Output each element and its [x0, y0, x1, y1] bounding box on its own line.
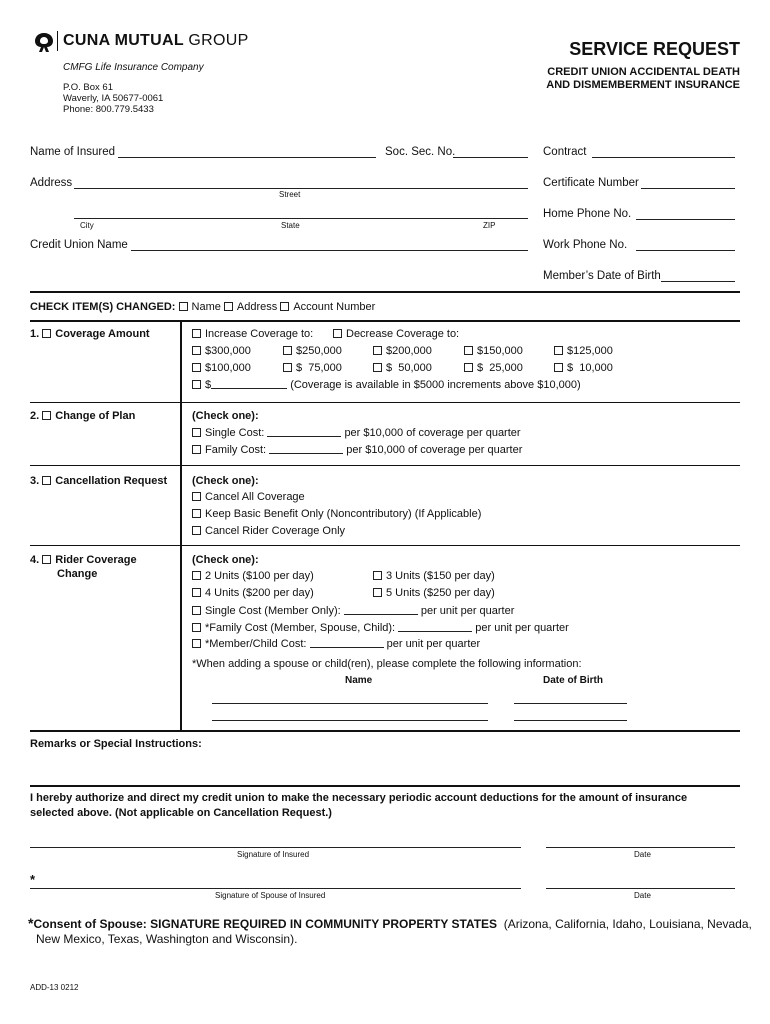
name-of-insured-field[interactable]: [118, 157, 376, 158]
authorization-text-line1: I hereby authorize and direct my credit union to make the necessary periodic account deductions for the amount of insurance: [30, 792, 688, 804]
coverage-option[interactable]: $150,000: [464, 345, 523, 357]
page-title: SERVICE REQUEST: [569, 39, 740, 59]
section-divider: [30, 785, 740, 787]
name-column-header: Name: [345, 675, 373, 686]
family-cost-option[interactable]: Family Cost: per $10,000 of coverage per quarter: [192, 443, 522, 456]
certificate-number-field[interactable]: [641, 188, 735, 189]
checkbox[interactable]: [192, 346, 201, 355]
section-divider: [30, 730, 740, 732]
checkbox[interactable]: [192, 492, 201, 501]
keep-basic-benefit-option[interactable]: Keep Basic Benefit Only (Noncontributory) (If Applicable): [192, 508, 481, 520]
dependent-name-field[interactable]: [212, 720, 488, 721]
check-one-label: (Check one):: [192, 475, 259, 487]
checkbox[interactable]: [554, 363, 563, 372]
authorization-text-line2: selected above. (Not applicable on Cancellation Request.): [30, 807, 332, 819]
checkbox[interactable]: [192, 571, 201, 580]
checkbox[interactable]: [179, 302, 188, 311]
member-dob-label: Member’s Date of Birth: [543, 270, 661, 282]
insured-signature-field[interactable]: [30, 847, 521, 848]
coverage-amount-heading[interactable]: 1. Coverage Amount: [30, 328, 150, 340]
cancel-rider-coverage-option[interactable]: Cancel Rider Coverage Only: [192, 525, 345, 537]
checkbox[interactable]: [192, 526, 201, 535]
section-divider: [30, 320, 740, 322]
cuna-logo-icon: [32, 31, 56, 53]
checkbox[interactable]: [554, 346, 563, 355]
single-cost-field[interactable]: [267, 426, 341, 437]
check-one-label: (Check one):: [192, 410, 259, 422]
check-items-row: [30, 301, 375, 313]
coverage-option[interactable]: $125,000: [554, 345, 613, 357]
rider-child-cost-option[interactable]: *Member/Child Cost: per unit per quarter: [192, 637, 480, 650]
rider-child-cost-field[interactable]: [310, 637, 384, 648]
checkbox[interactable]: [283, 363, 292, 372]
zip-caption: ZIP: [483, 221, 496, 230]
rider-units-option[interactable]: 3 Units ($150 per day): [373, 570, 495, 582]
rider-single-cost-field[interactable]: [344, 604, 418, 615]
checkbox[interactable]: [192, 363, 201, 372]
brand-name: CUNA MUTUAL GROUP: [63, 32, 249, 49]
check-address-option[interactable]: Address: [224, 301, 277, 313]
section-divider: [30, 465, 740, 466]
spouse-date-caption: Date: [634, 891, 651, 900]
section-divider: [30, 545, 740, 546]
spouse-signature-field[interactable]: [30, 888, 521, 889]
checkbox[interactable]: [464, 363, 473, 372]
coverage-option[interactable]: $ 25,000: [464, 362, 523, 374]
insured-date-caption: Date: [634, 850, 651, 859]
rider-units-option[interactable]: 4 Units ($200 per day): [192, 587, 314, 599]
section-divider: [30, 402, 740, 403]
state-caption: State: [281, 221, 300, 230]
check-account-number-option[interactable]: Account Number: [280, 301, 375, 313]
address-label: Address: [30, 177, 73, 189]
home-phone-field[interactable]: [636, 219, 735, 220]
coverage-option[interactable]: $ 50,000: [373, 362, 432, 374]
checkbox[interactable]: [192, 606, 201, 615]
work-phone-field[interactable]: [636, 250, 735, 251]
checkbox[interactable]: [192, 445, 201, 454]
checkbox[interactable]: [283, 346, 292, 355]
family-cost-field[interactable]: [269, 443, 343, 454]
street-field[interactable]: [74, 188, 528, 189]
dependent-dob-field[interactable]: [514, 720, 627, 721]
checkbox[interactable]: [224, 302, 233, 311]
spouse-date-field[interactable]: [546, 888, 735, 889]
change-of-plan-heading[interactable]: 2. Change of Plan: [30, 410, 136, 422]
rider-family-cost-field[interactable]: [398, 621, 472, 632]
checkbox[interactable]: [42, 411, 51, 420]
ssn-field[interactable]: [453, 157, 528, 158]
coverage-option[interactable]: $100,000: [192, 362, 251, 374]
address-line-2: Waverly, IA 50677-0061: [63, 93, 164, 104]
spouse-asterisk: *: [30, 872, 36, 887]
logo-divider: [57, 31, 58, 51]
check-items-label: CHECK ITEM(S) CHANGED:: [30, 301, 176, 313]
checkbox[interactable]: [464, 346, 473, 355]
consent-line2: New Mexico, Texas, Washington and Wisconsin).: [36, 932, 298, 946]
check-one-label: (Check one):: [192, 554, 259, 566]
spouse-child-note: *When adding a spouse or child(ren), please complete the following information:: [192, 658, 582, 670]
cancellation-request-heading[interactable]: 3. Cancellation Request: [30, 475, 168, 487]
city-state-zip-field[interactable]: [74, 218, 528, 219]
increase-coverage-option[interactable]: Increase Coverage to:: [192, 328, 313, 340]
coverage-option[interactable]: $300,000: [192, 345, 251, 357]
insured-signature-caption: Signature of Insured: [237, 850, 310, 859]
dependent-dob-field[interactable]: [514, 703, 627, 704]
rider-units-option[interactable]: 5 Units ($250 per day): [373, 587, 495, 599]
checkbox[interactable]: [192, 428, 201, 437]
spouse-signature-caption: Signature of Spouse of Insured: [215, 891, 326, 900]
checkbox[interactable]: [333, 329, 342, 338]
rider-coverage-change-heading[interactable]: 4. Rider Coverage: [30, 554, 137, 566]
checkbox[interactable]: [192, 380, 201, 389]
dependent-name-field[interactable]: [212, 703, 488, 704]
checkbox[interactable]: [192, 623, 201, 632]
checkbox[interactable]: [192, 329, 201, 338]
coverage-option[interactable]: $ 10,000: [554, 362, 613, 374]
ssn-label: Soc. Sec. No.: [385, 146, 456, 158]
check-name-option[interactable]: Name: [179, 301, 221, 313]
consent-line1: *Consent of Spouse: SIGNATURE REQUIRED IN COMMUNITY PROPERTY STATES (Arizona, California, Idaho, Louisiana, Nevada,: [28, 915, 752, 931]
checkbox[interactable]: [192, 509, 201, 518]
credit-union-name-label: Credit Union Name: [30, 239, 128, 251]
member-dob-field[interactable]: [661, 281, 735, 282]
remarks-label: Remarks or Special Instructions:: [30, 738, 202, 750]
checkbox[interactable]: [373, 571, 382, 580]
insured-date-field[interactable]: [546, 847, 735, 848]
section-divider: [30, 291, 740, 293]
dob-column-header: Date of Birth: [543, 675, 603, 686]
company-name: CMFG Life Insurance Company: [63, 62, 204, 73]
column-divider: [180, 321, 182, 731]
checkbox[interactable]: [42, 555, 51, 564]
checkbox[interactable]: [373, 346, 382, 355]
city-caption: City: [80, 221, 94, 230]
coverage-option[interactable]: $ 75,000: [283, 362, 342, 374]
certificate-number-label: Certificate Number: [543, 177, 639, 189]
coverage-option[interactable]: $200,000: [373, 345, 432, 357]
checkbox[interactable]: [192, 588, 201, 597]
coverage-option[interactable]: $250,000: [283, 345, 342, 357]
address-line-3: Phone: 800.779.5433: [63, 104, 154, 115]
remarks-field[interactable]: [30, 750, 740, 784]
subtitle: CREDIT UNION ACCIDENTAL DEATH AND DISMEMBERMENT INSURANCE: [546, 66, 740, 91]
home-phone-label: Home Phone No.: [543, 208, 632, 220]
other-amount-field[interactable]: [211, 378, 287, 389]
cancel-all-coverage-option[interactable]: Cancel All Coverage: [192, 491, 305, 503]
decrease-coverage-option[interactable]: Decrease Coverage to:: [333, 328, 459, 340]
rider-units-option[interactable]: 2 Units ($100 per day): [192, 570, 314, 582]
checkbox[interactable]: [42, 476, 51, 485]
contract-label: Contract: [543, 146, 587, 158]
name-of-insured-label: Name of Insured: [30, 146, 116, 158]
checkbox[interactable]: [373, 588, 382, 597]
checkbox[interactable]: [373, 363, 382, 372]
rider-single-cost-option[interactable]: Single Cost (Member Only): per unit per quarter: [192, 604, 514, 617]
rider-coverage-change-heading-line2: Change: [57, 568, 98, 580]
checkbox[interactable]: [42, 329, 51, 338]
other-coverage-option[interactable]: $ (Coverage is available in $5000 increments above $10,000): [192, 378, 581, 391]
credit-union-name-field[interactable]: [131, 250, 528, 251]
contract-field[interactable]: [592, 157, 735, 158]
single-cost-option[interactable]: Single Cost: per $10,000 of coverage per quarter: [192, 426, 521, 439]
rider-family-cost-option[interactable]: *Family Cost (Member, Spouse, Child): per unit per quarter: [192, 621, 569, 634]
street-caption: Street: [279, 190, 301, 199]
checkbox[interactable]: [280, 302, 289, 311]
form-code: ADD-13 0212: [30, 983, 79, 992]
checkbox[interactable]: [192, 639, 201, 648]
address-line-1: P.O. Box 61: [63, 82, 113, 93]
work-phone-label: Work Phone No.: [543, 239, 628, 251]
